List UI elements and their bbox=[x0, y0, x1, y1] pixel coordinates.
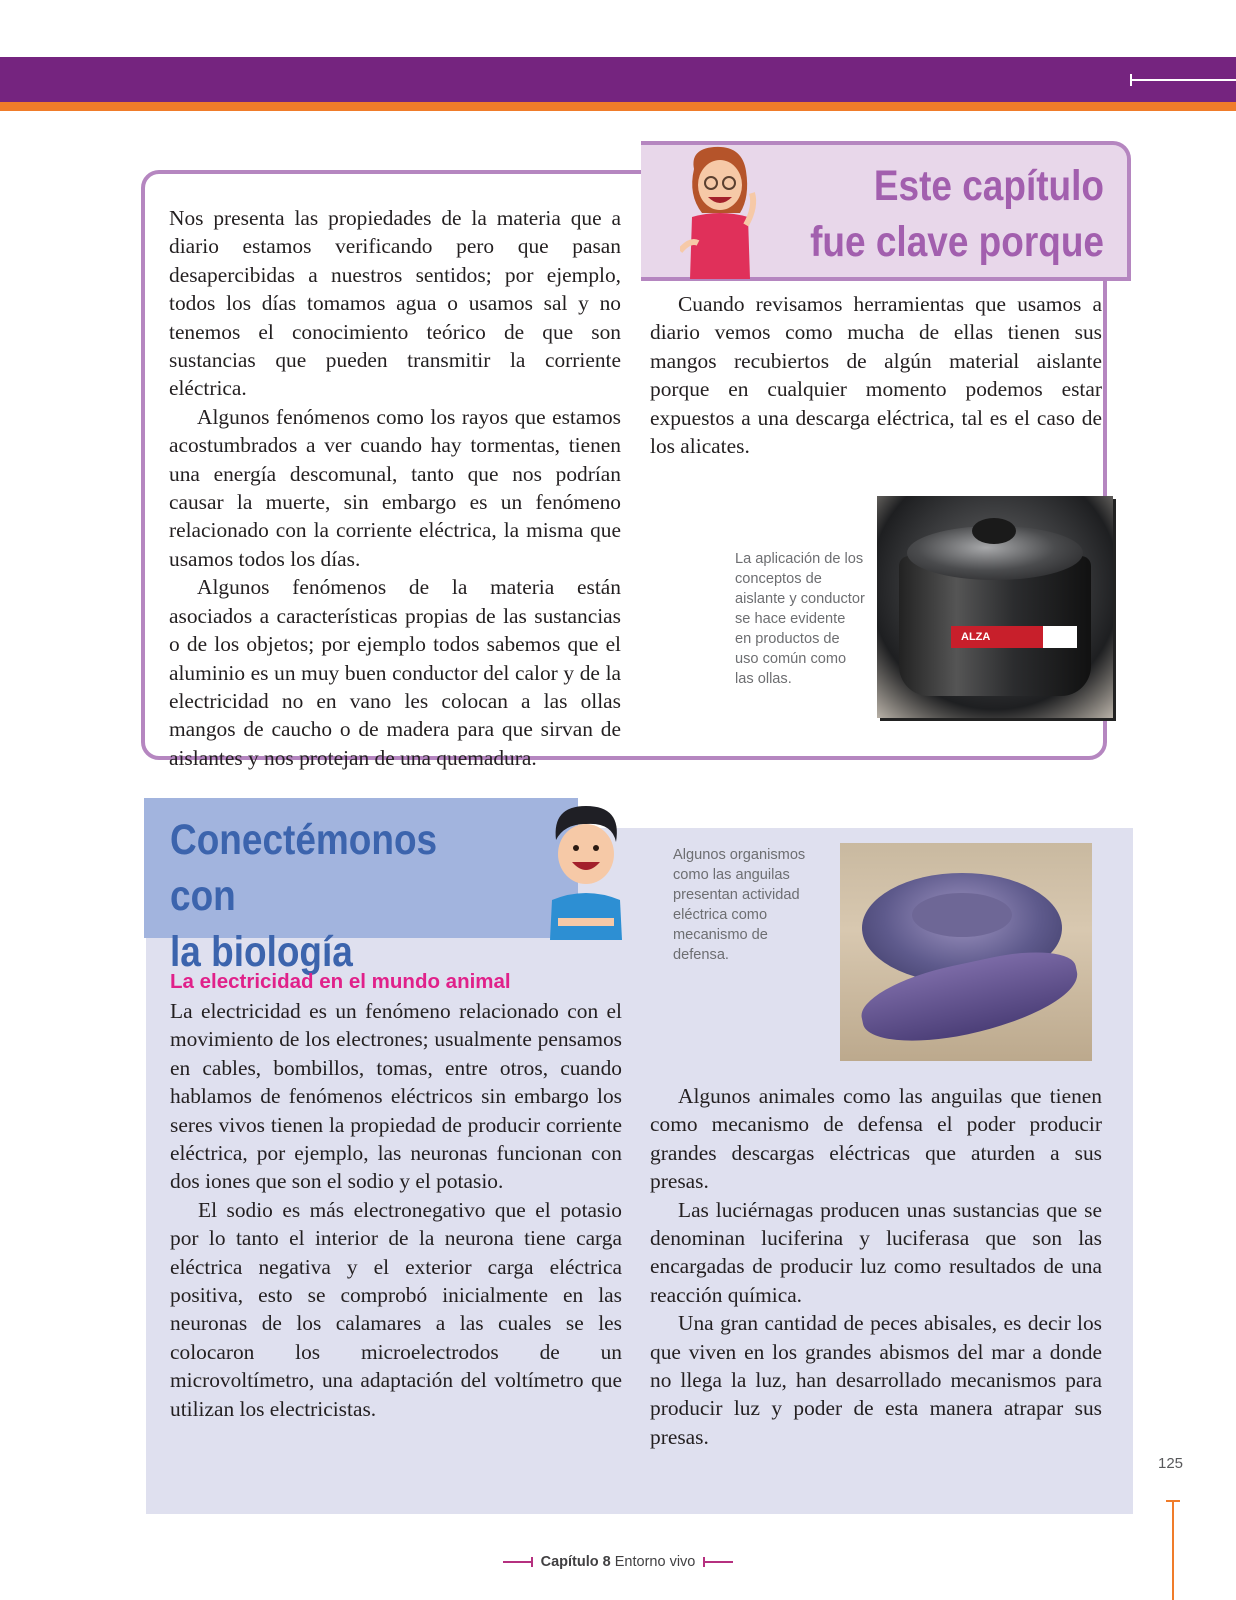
header-band-orange bbox=[0, 102, 1236, 111]
pot-knob bbox=[972, 518, 1016, 544]
pot-barcode bbox=[1043, 626, 1077, 648]
header-tick bbox=[1130, 74, 1132, 86]
pot-photo bbox=[877, 496, 1113, 718]
biology-paragraph: Algunos animales como las anguilas que tienen como mecanismo de defensa el poder producir grandes descargas eléctricas que aturden a sus presas. bbox=[650, 1084, 1102, 1194]
pot-brand-label bbox=[951, 626, 1043, 648]
clave-paragraph: Cuando revisamos herramientas que usamos a diario vemos como mucha de ellas tienen sus mangos recubiertos de algún material aislante porque en cualquier momento podemos estar expuestos a una descarga eléctrica, tal es el caso de los alicates. bbox=[650, 292, 1102, 459]
footer-line-right bbox=[703, 1561, 733, 1563]
side-tick bbox=[1166, 1500, 1180, 1502]
biology-title-line2: la biología bbox=[170, 928, 353, 976]
footer-chapter: Capítulo 8 bbox=[540, 1554, 611, 1570]
clave-paragraph: Algunos fenómenos como los rayos que estamos acostumbrados a ver cuando hay tormentas, tienen una energía descomunal, tanto que nos podrían causar la muerte, sin embargo es un fenómeno relacionado con la corriente eléctrica, la misma que usamos todos los días. bbox=[169, 404, 621, 571]
biology-title-line1: Conectémonos con bbox=[170, 816, 438, 920]
footer-chapter-title: Entorno vivo bbox=[614, 1554, 696, 1570]
clave-title-line1: Este capítulo bbox=[873, 162, 1104, 210]
footer bbox=[0, 1554, 1236, 1570]
eel-caption: Algunos organismos como las anguilas presentan actividad eléctrica como mecanismo de defensa. bbox=[673, 847, 806, 963]
clave-paragraph: Nos presenta las propiedades de la materia que a diario estamos verificando pero que pasan desapercibidas a nuestros sentidos; por ejemplo, todos los días tomamos agua o usamos sal y no tenemos el conocimiento teórico de que son sustancias que pueden transmitir la corriente eléctrica. bbox=[169, 206, 621, 401]
clave-title bbox=[743, 158, 1104, 270]
biology-paragraph: Una gran cantidad de peces abisales, es decir los que viven en los grandes abismos del mar a donde no llega la luz, han desarrollado mecanismos para producir luz y poder de esta manera atrapar sus presas. bbox=[650, 1311, 1102, 1449]
biology-right-column bbox=[650, 1082, 1102, 1451]
header-rule bbox=[1131, 79, 1236, 81]
biology-paragraph: La electricidad es un fenómeno relacionado con el movimiento de los electrones; usualmente pensamos en cables, bombillos, tomas, entre otros, cuando hablamos de fenómenos eléctricos sin embargo los seres vivos tienen la propiedad de producir corriente eléctrica, por ejemplo, las neuronas funcionan con dos iones que son el sodio y el potasio. bbox=[170, 999, 622, 1194]
eel-coil-center bbox=[912, 893, 1012, 937]
biology-paragraph: El sodio es más electronegativo que el potasio por lo tanto el interior de la neurona tiene carga eléctrica negativa y el exterior carga eléctrica positiva, esto se comprobó inicialmente en las neuronas de los calamares a las cuales se les colocaron los microelectrodos de un microvoltímetro, una adaptación del voltímetro que utilizan los electricistas. bbox=[170, 1197, 622, 1421]
clave-right-column bbox=[650, 290, 1102, 460]
pot-caption: La aplicación de los conceptos de aislante y conductor se hace evidente en productos de uso común como las ollas. bbox=[735, 551, 865, 687]
biology-paragraph: Las luciérnagas producen unas sustancias que se denominan luciferina y luciferasa que son las encargadas de producir luz como resultados de una reacción química. bbox=[650, 1197, 1102, 1307]
clave-paragraph: Algunos fenómenos de la materia están asociados a características propias de las sustancias o de los objetos; por ejemplo todos sabemos que el aluminio es un muy buen conductor del calor y de la electricidad no en vano les colocan a las ollas mangos de caucho o de madera para que sirvan de aislantes y nos protejan de una quemadura. bbox=[169, 575, 621, 770]
header-band-purple bbox=[0, 57, 1236, 102]
page-number: 125 bbox=[1158, 1455, 1184, 1472]
clave-title-line2: fue clave porque bbox=[810, 218, 1104, 266]
biology-left-column bbox=[170, 997, 622, 1423]
pot-brand-text: ALZA bbox=[961, 631, 991, 643]
side-rule bbox=[1172, 1500, 1174, 1600]
biology-subtitle: La electricidad en el mundo animal bbox=[170, 970, 511, 993]
eel-photo bbox=[840, 843, 1092, 1061]
boy-character-icon bbox=[542, 800, 630, 940]
clave-left-column bbox=[169, 204, 621, 772]
footer-line-left bbox=[503, 1561, 533, 1563]
biology-title bbox=[170, 812, 497, 980]
